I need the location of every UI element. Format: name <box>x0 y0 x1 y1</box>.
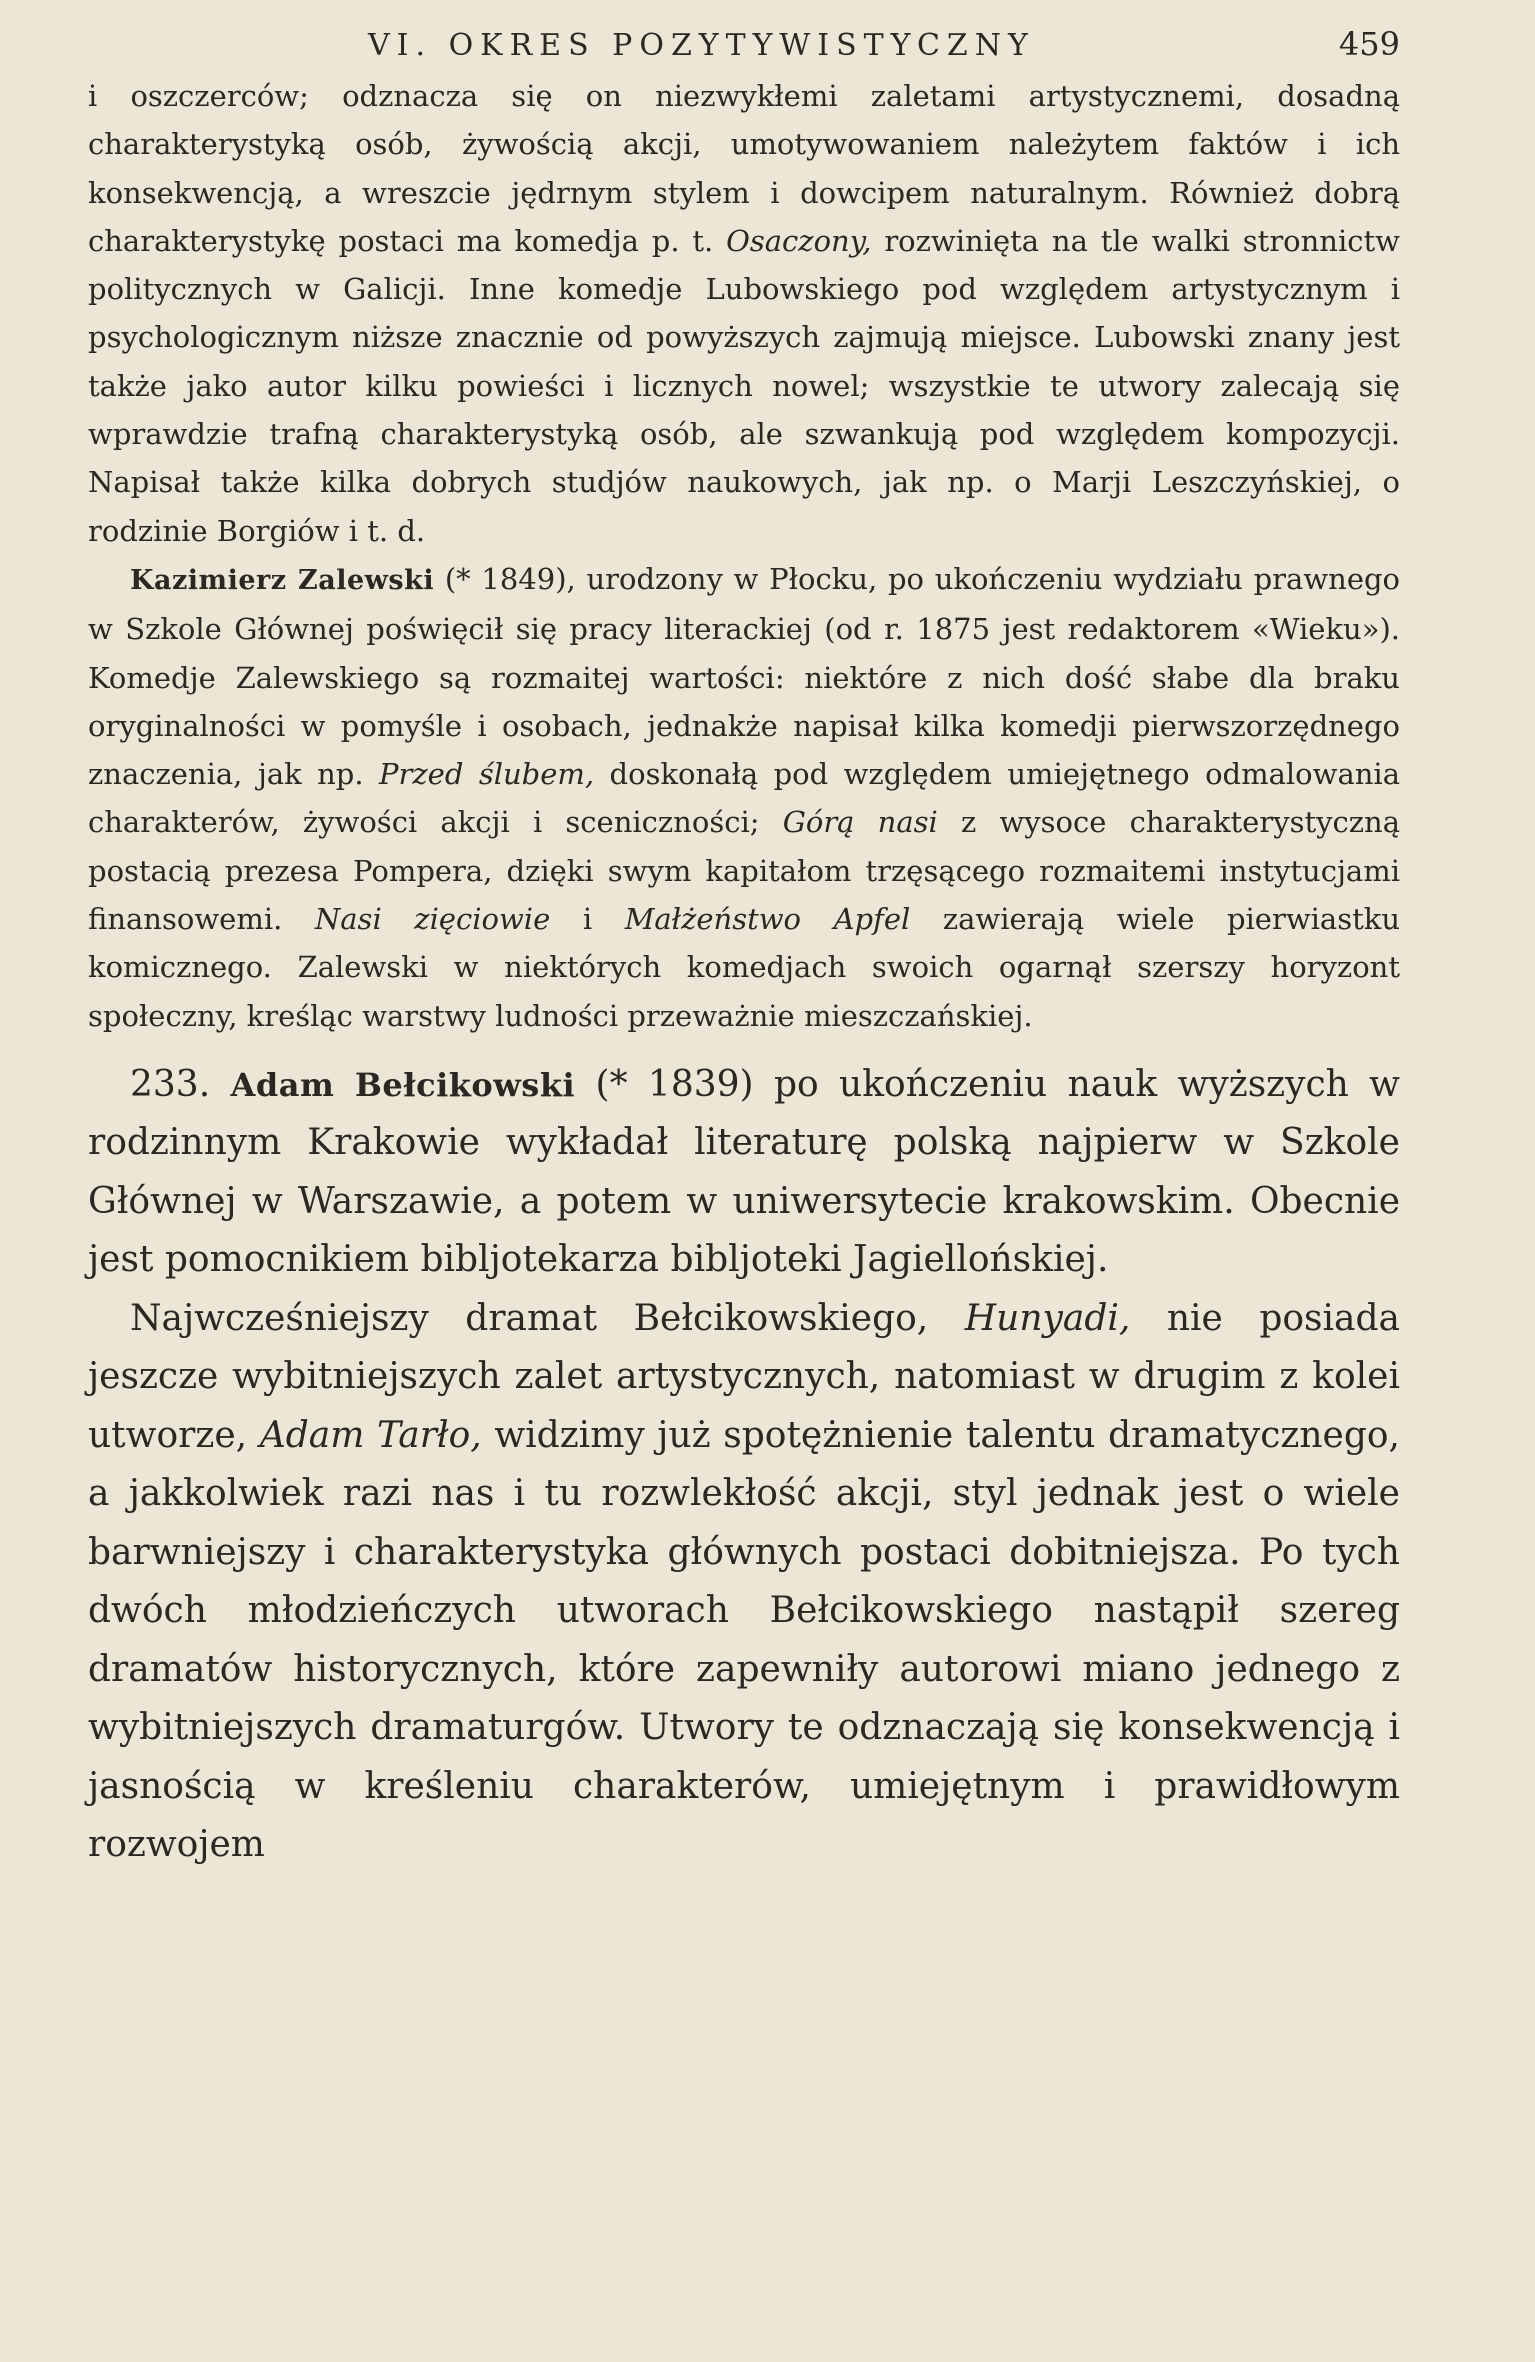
paragraph-belcikowski-bio: 233. Adam Bełcikowski (* 1839) po ukończeniu nauk wyższych w rodzinnym Krakowie wykładał literaturę polską najpierw w Szkole Głównej w Warszawie, a potem w uniwersytecie krakowskim. Obecnie jest pomocnikiem bibljotekarza bibljoteki Jagiellońskiej. <box>88 1063 1401 1281</box>
section-title: VI. OKRES POZYTYWISTYCZNY <box>368 28 1035 63</box>
main-text-block <box>88 1056 1400 1875</box>
section-number: 233. <box>130 1063 211 1105</box>
title-malzenstwo-apfel: Małżeństwo Apfel <box>624 902 911 937</box>
small-print-block <box>88 72 1400 1040</box>
author-name-belcikowski: Adam Bełcikowski <box>230 1065 576 1104</box>
author-name-zalewski: Kazimierz Zalewski <box>130 564 435 596</box>
title-adam-tarlo: Adam Tarło, <box>259 1414 482 1456</box>
paragraph-zalewski: Kazimierz Zalewski (* 1849), urodzony w Płocku, po ukończeniu wydziału prawnego w Szkole Głównej poświęcił się pracy literackiej (od r. 1875 jest redaktorem «Wieku»). Komedje Zalewskiego są rozmaitej wartości: niektóre z nich dość słabe dla braku oryginalności w pomyśle i osobach, jednakże napisał kilka komedji pierwszorzędnego znaczenia, jak np. Przed ślubem, doskonałą pod względem umiejętnego odmalowania charakterów, żywości akcji i sceniczności; Górą nasi z wysoce charakterystyczną postacią prezesa Pompera, dzięki swym kapitałom trzęsącego rozmaitemi instytucjami finansowemi. Nasi zięciowie i Małżeństwo Apfel zawierają wiele pierwiastku komicznego. Zalewski w niektórych komedjach swoich ogarnął szerszy horyzont społeczny, kreśląc warstwy ludności przeważnie mieszczańskiej. <box>88 561 1401 1033</box>
paragraph-belcikowski-works: Najwcześniejszy dramat Bełcikowskiego, Hunyadi, nie posiada jeszcze wybitniejszych zalet artystycznych, natomiast w drugim z kolei utworze, Adam Tarło, widzimy już spotężnienie talentu dramatycznego, a jakkolwiek razi nas i tu rozwlekłość akcji, styl jednak jest o wiele barwniejszy i charakterystyka głównych postaci dobitniejsza. Po tych dwóch młodzieńczych utworach Bełcikowskiego nastąpił szereg dramatów historycznych, które zapewniły autorowi miano jednego z wybitniejszych dramaturgów. Utwory te odznaczają się konsekwencją i jasnością w kreśleniu charakterów, umiejętnym i prawidłowym rozwojem <box>88 1297 1400 1866</box>
page-number: 459 <box>1338 25 1400 63</box>
title-przed-slubem: Przed ślubem, <box>379 757 595 792</box>
title-hunyadi: Hunyadi, <box>964 1297 1131 1339</box>
title-gora-nasi: Górą nasi <box>782 805 938 840</box>
title-osaczony: Osaczony, <box>726 223 872 258</box>
paragraph-lubowski: i oszczerców; odznacza się on niezwykłemi zaletami artystycznemi, dosadną charakterystyką osób, żywością akcji, umotywowaniem należytem faktów i ich konsekwencją, a wreszcie jędrnym stylem i dowcipem naturalnym. Również dobrą charakterystykę postaci ma komedja p. t. Osaczony, rozwinięta na tle walki stronnictw politycznych w Galicji. Inne komedje Lubowskiego pod względem artystycznym i psychologicznym niższe znacznie od powyższych zajmują miejsce. Lubowski znany jest także jako autor kilku powieści i licznych nowel; wszystkie te utwory zalecają się wprawdzie trafną charakterystyką osób, ale szwankują pod względem kompozycji. Napisał także kilka dobrych studjów naukowych, jak np. o Marji Leszczyńskiej, o rodzinie Borgiów i t. d. <box>88 79 1400 548</box>
title-nasi-zieciowie: Nasi zięciowie <box>314 902 551 937</box>
running-header <box>368 22 1400 66</box>
